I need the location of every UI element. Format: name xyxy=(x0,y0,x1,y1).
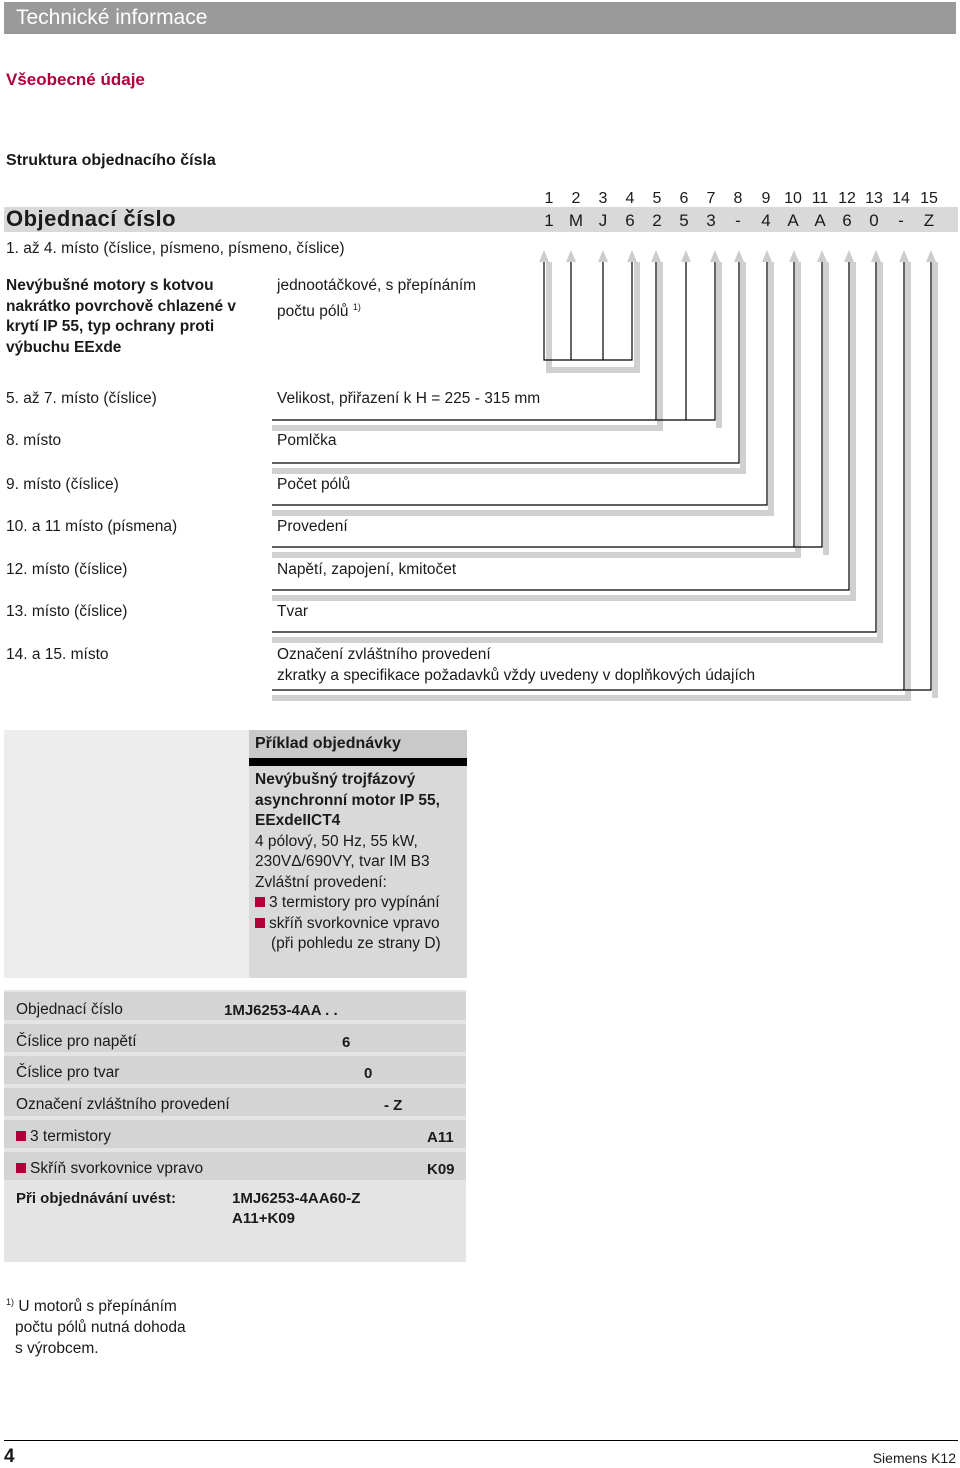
example-title: Příklad objednávky xyxy=(255,735,401,752)
row-label-5-7: 5. až 7. místo (číslice) xyxy=(6,390,157,407)
example-bullet-1 xyxy=(255,893,469,914)
footer-brand: Siemens K12 xyxy=(872,1450,956,1466)
order-label-form: Číslice pro tvar xyxy=(16,1064,120,1081)
example-side-panel xyxy=(4,730,249,978)
row-label-1-4: 1. až 4. místo (číslice, písmeno, písmeno, číslice) xyxy=(6,240,345,257)
footnote-ref: 1) xyxy=(352,301,361,312)
position-number: 11 xyxy=(811,190,829,207)
row-desc-5-7: Velikost, přiřazení k H = 225 - 315 mm xyxy=(277,390,541,407)
order-value-special: - Z xyxy=(384,1097,403,1114)
position-value: - xyxy=(898,211,904,230)
example-line-1: 4 pólový, 50 Hz, 55 kW, xyxy=(255,832,418,850)
position-number: 15 xyxy=(920,190,938,207)
row-label-12: 12. místo (číslice) xyxy=(6,561,128,578)
footnote xyxy=(6,1292,186,1359)
position-number: 4 xyxy=(625,190,635,207)
example-text xyxy=(255,770,469,955)
order-value-terminal-box: K09 xyxy=(427,1161,455,1178)
row-desc-14-15-detail: zkratky a specifikace požadavků vždy uvedeny v doplňkových údajích xyxy=(277,667,756,684)
motor-variant-description xyxy=(277,276,517,322)
position-number: 3 xyxy=(598,190,608,207)
position-value: 4 xyxy=(761,211,771,230)
order-final-value-1: 1MJ6253-4AA60-Z xyxy=(232,1190,361,1207)
row-label-14-15: 14. a 15. místo xyxy=(6,646,109,663)
order-label-terminal-box-text: Skříň svorkovnice vpravo xyxy=(30,1160,204,1177)
position-number: 10 xyxy=(784,190,802,207)
position-value: - xyxy=(735,211,741,230)
footer-divider xyxy=(4,1440,958,1441)
position-number: 1 xyxy=(544,190,554,207)
position-value: J xyxy=(598,211,608,230)
footnote-mark: 1) xyxy=(6,1297,15,1307)
row-desc-10-11: Provedení xyxy=(277,518,348,535)
footnote-text-1: U motorů s přepínáním xyxy=(18,1298,177,1316)
footnote-line-1 xyxy=(6,1292,186,1317)
example-line-2: 230VΔ/690VY, tvar IM B3 xyxy=(255,853,430,870)
bullet-icon xyxy=(255,897,265,907)
position-number: 7 xyxy=(706,190,716,207)
footnote-line-3: s výrobcem. xyxy=(15,1340,99,1358)
structure-title: Struktura objednacího čísla xyxy=(6,152,216,169)
order-value-number: 1MJ6253-4AA . . xyxy=(224,1002,338,1019)
row-desc-12: Napětí, zapojení, kmitočet xyxy=(277,561,457,578)
order-label-special: Označení zvláštního provedení xyxy=(16,1096,230,1113)
section-title: Všeobecné údaje xyxy=(6,70,145,89)
position-value: 6 xyxy=(842,211,852,230)
position-value: A xyxy=(787,211,799,230)
position-number: 13 xyxy=(865,190,883,207)
position-value: Z xyxy=(923,211,935,230)
order-label-terminal-box xyxy=(16,1160,203,1178)
bullet-icon xyxy=(16,1163,26,1173)
example-divider xyxy=(249,758,467,766)
position-value: 2 xyxy=(652,211,662,230)
position-number: 5 xyxy=(652,190,662,207)
order-label-number: Objednací číslo xyxy=(16,1001,123,1018)
bullet-icon xyxy=(16,1131,26,1141)
position-value: 1 xyxy=(544,211,554,230)
footnote-line-2: počtu pólů nutná dohoda xyxy=(15,1319,186,1337)
order-final-value-2: A11+K09 xyxy=(232,1210,295,1227)
position-number: 8 xyxy=(733,190,743,207)
page-number: 4 xyxy=(4,1446,15,1467)
order-value-thermistors: A11 xyxy=(427,1129,454,1146)
connector-lines-diagram xyxy=(0,0,960,720)
position-value: M xyxy=(568,211,584,230)
motor-type-description: Nevýbušné motory s kotvou nakrátko povrchově chlazené v krytí IP 55, typ ochrany proti výbuchu EExde xyxy=(6,277,237,356)
row-desc-14-15: Označení zvláštního provedení xyxy=(277,646,491,663)
order-label-thermistors-text: 3 termistory xyxy=(30,1128,111,1145)
order-final-label: Při objednávání uvést: xyxy=(16,1190,177,1207)
order-label-voltage: Číslice pro napětí xyxy=(16,1033,137,1050)
order-value-voltage: 6 xyxy=(342,1034,351,1051)
example-motor-title: Nevýbušný trojfázový asynchronní motor IP 55, EExdeIICT4 xyxy=(255,771,440,829)
position-value: 0 xyxy=(869,211,879,230)
example-bullet-2-cont: (při pohledu ze strany D) xyxy=(271,935,441,952)
example-bullet-2 xyxy=(255,914,469,935)
connector-group-1-4 xyxy=(539,250,637,370)
motor-variant-text: jednootáčkové, s přepínáním počtu pólů xyxy=(277,277,477,320)
row-label-13: 13. místo (číslice) xyxy=(6,603,128,620)
position-number: 6 xyxy=(679,190,689,207)
row-label-10-11: 10. a 11 místo (písmena) xyxy=(6,518,178,535)
order-label-thermistors xyxy=(16,1128,111,1146)
row-desc-13: Tvar xyxy=(277,603,308,620)
row-label-9: 9. místo (číslice) xyxy=(6,476,119,493)
position-value: 5 xyxy=(679,211,689,230)
bullet-icon xyxy=(255,918,265,928)
position-number: 9 xyxy=(761,190,771,207)
position-number: 12 xyxy=(838,190,856,207)
example-bullet-1-text: 3 termistory pro vypínání xyxy=(269,894,440,911)
row-label-8: 8. místo xyxy=(6,432,62,449)
row-desc-8: Pomlčka xyxy=(277,432,337,449)
row-desc-9: Počet pólů xyxy=(277,476,351,493)
example-bullet-2-text: skříň svorkovnice vpravo xyxy=(269,914,440,932)
position-value: 3 xyxy=(706,211,716,230)
order-value-form: 0 xyxy=(364,1065,373,1082)
order-number-label: Objednací číslo xyxy=(6,206,177,231)
position-number: 14 xyxy=(892,190,910,207)
position-number: 2 xyxy=(571,190,581,207)
example-header xyxy=(249,730,467,758)
header-title: Technické informace xyxy=(16,6,208,29)
example-line-3: Zvláštní provedení: xyxy=(255,873,387,891)
position-value: A xyxy=(814,211,826,230)
position-value: 6 xyxy=(625,211,635,230)
